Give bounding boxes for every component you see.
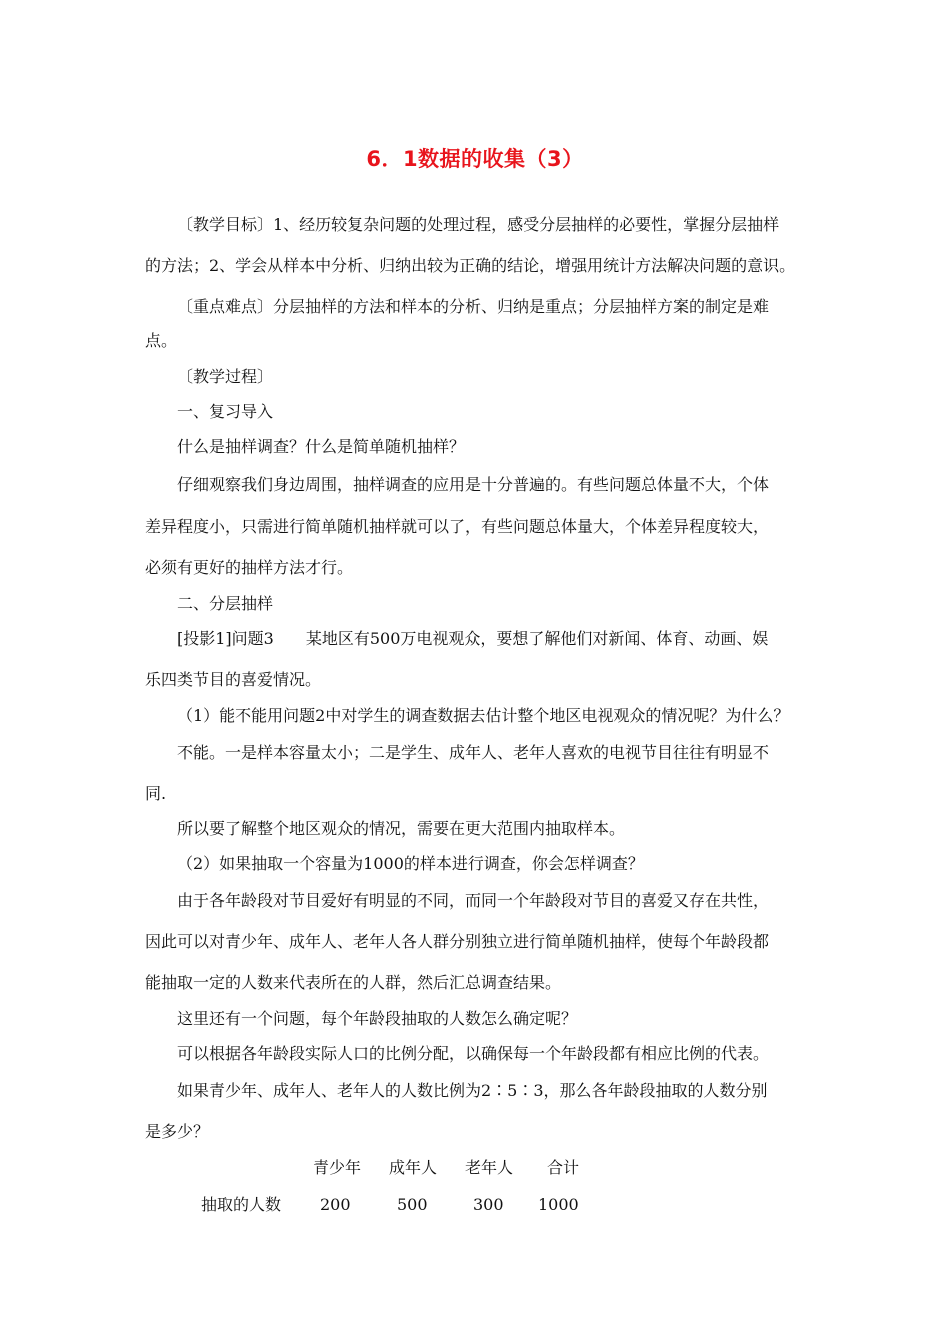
paragraph-line: 是多少？	[145, 1122, 210, 1141]
table-cell: 300	[473, 1195, 504, 1214]
section-heading: 二、分层抽样	[177, 594, 274, 613]
paragraph-line: 同.	[145, 784, 167, 803]
table-header: 老年人	[465, 1158, 514, 1177]
paragraph-line: （2）如果抽取一个容量为1000的样本进行调查，你会怎样调查？	[177, 854, 644, 873]
paragraph-line: 的方法；2、学会从样本中分析、归纳出较为正确的结论，增强用统计方法解决问题的意识。	[145, 256, 796, 275]
section-heading: 一、复习导入	[177, 402, 274, 421]
paragraph-line: 由于各年龄段对节目爱好有明显的不同，而同一个年龄段对节目的喜爱又存在共性，	[177, 891, 770, 910]
section-heading: 〔教学过程〕	[177, 367, 274, 386]
paragraph-line: 如果青少年、成年人、老年人的人数比例为2∶5∶3，那么各年龄段抽取的人数分别	[177, 1081, 768, 1100]
paragraph-line: 可以根据各年龄段实际人口的比例分配，以确保每一个年龄段都有相应比例的代表。	[177, 1044, 770, 1063]
paragraph-line: 必须有更好的抽样方法才行。	[145, 558, 354, 577]
paragraph-line: 因此可以对青少年、成年人、老年人各人群分别独立进行简单随机抽样，使每个年龄段都	[145, 932, 770, 951]
paragraph-line: 所以要了解整个地区观众的情况，需要在更大范围内抽取样本。	[177, 819, 626, 838]
table-header: 合计	[547, 1158, 580, 1177]
table-row-label: 抽取的人数	[201, 1195, 282, 1214]
table-header: 青少年	[313, 1158, 362, 1177]
table-cell: 1000	[538, 1195, 579, 1214]
document-title: 6．1数据的收集（3）	[366, 147, 584, 171]
paragraph-line: [投影1]问题3 某地区有500万电视观众，要想了解他们对新闻、体育、动画、娱	[177, 629, 769, 648]
paragraph-line: 〔教学目标〕1、经历较复杂问题的处理过程，感受分层抽样的必要性，掌握分层抽样	[177, 215, 780, 234]
paragraph-line: 差异程度小，只需进行简单随机抽样就可以了，有些问题总体量大，个体差异程度较大，	[145, 517, 770, 536]
paragraph-line: 能抽取一定的人数来代表所在的人群，然后汇总调查结果。	[145, 973, 562, 992]
table-cell: 500	[397, 1195, 428, 1214]
paragraph-line: 仔细观察我们身边周围，抽样调查的应用是十分普遍的。有些问题总体量不大，个体	[177, 475, 770, 494]
paragraph-line: 什么是抽样调查？什么是简单随机抽样？	[177, 437, 466, 456]
paragraph-line: 乐四类节目的喜爱情况。	[145, 670, 322, 689]
paragraph-line: 不能。一是样本容量太小；二是学生、成年人、老年人喜欢的电视节目往往有明显不	[177, 743, 770, 762]
paragraph-line: 这里还有一个问题，每个年龄段抽取的人数怎么确定呢？	[177, 1009, 578, 1028]
paragraph-line: （1）能不能用问题2中对学生的调查数据去估计整个地区电视观众的情况呢？为什么？	[177, 706, 790, 725]
paragraph-line: 〔重点难点〕分层抽样的方法和样本的分析、归纳是重点；分层抽样方案的制定是难	[177, 297, 770, 316]
table-header: 成年人	[389, 1158, 438, 1177]
paragraph-line: 点。	[145, 331, 178, 350]
table-cell: 200	[320, 1195, 351, 1214]
